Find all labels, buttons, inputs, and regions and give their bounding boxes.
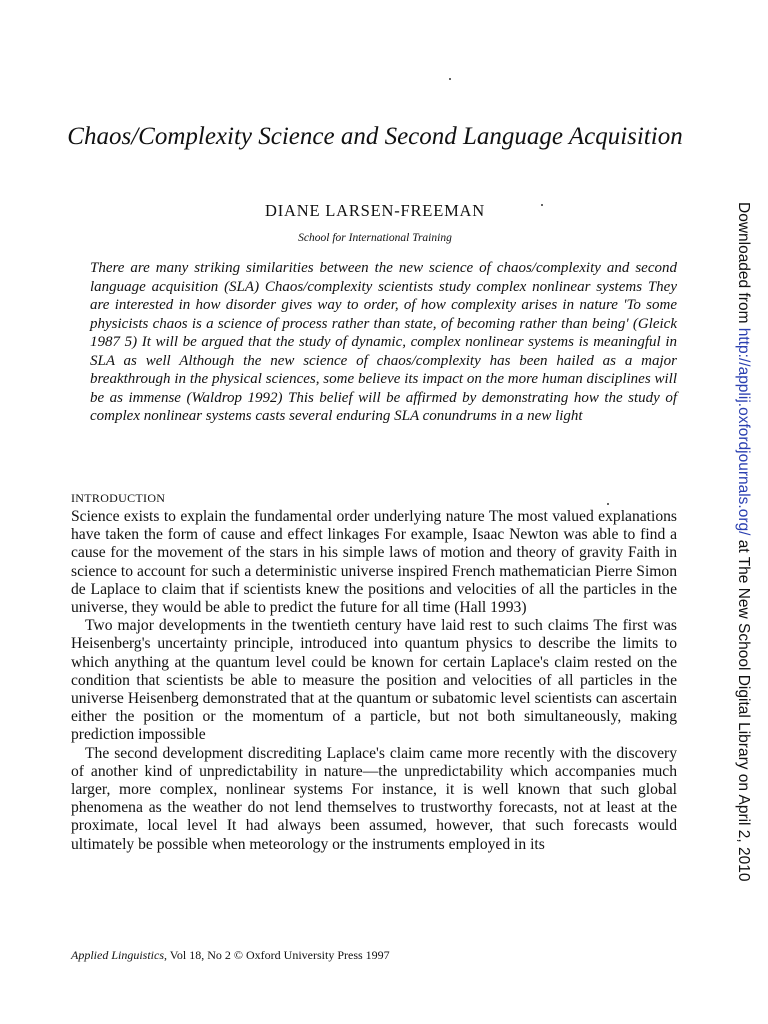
body-paragraph: Science exists to explain the fundamental order underlying nature The most valued explanations have taken the form of cause and effect linkages For example, Isaac Newton was able to find a cause for the movement of the stars in his simple laws of motion and theory of gravity Faith in science to account for such a deterministic universe inspired French mathematician Pierre Simon de Laplace to claim that if scientists knew the positions and velocities of all the particles in the universe, they would be able to predict the future for all time (Hall 1993) [71, 508, 677, 617]
body-paragraph: The second development discrediting Laplace's claim came more recently with the discovery of another kind of unpredictability in nature—the unpredictability which accompanies much larger, more complex, nonlinear systems For instance, it is well known that such global phenomena as the weather do not lend themselves to trustworthy forecasts, not at least at the proximate, local level It had always been assumed, however, that such forecasts would ultimately be possible when meteorology or the instruments employed in its [71, 744, 677, 853]
journal-citation: , Vol 18, No 2 © Oxford University Press 1997 [164, 948, 390, 962]
download-suffix: at The New School Digital Library on April 2, 2010 [735, 535, 752, 882]
journal-footer [71, 948, 390, 963]
scan-speck [607, 503, 609, 505]
author-name: DIANE LARSEN-FREEMAN [265, 201, 485, 220]
section-heading: INTRODUCTION [71, 491, 166, 505]
scan-speck [449, 78, 451, 80]
download-link[interactable]: http://applij.oxfordjournals.org/ [735, 327, 752, 536]
journal-name: Applied Linguistics [71, 948, 164, 962]
author-affiliation: School for International Training [298, 232, 452, 244]
download-notice [732, 202, 752, 882]
article-title: Chaos/Complexity Science and Second Language Acquisition [67, 123, 683, 150]
body-paragraph: Two major developments in the twentieth century have laid rest to such claims The first was Heisenberg's uncertainty principle, introduced into quantum physics to describe the limits to which anything at the quantum level could be known for certain Laplace's claim rested on the condition that scientists be able to measure the position and velocities of all particles in the universe Heisenberg demonstrated that at the quantum or subatomic level scientists can ascertain either the position or the momentum of a particle, but not both simultaneously, making prediction impossible [71, 617, 677, 744]
download-prefix: Downloaded from [735, 202, 752, 328]
article-body [71, 508, 677, 854]
abstract: There are many striking similarities between the new science of chaos/complexity and second language acquisition (SLA) Chaos/complexity scientists study complex nonlinear systems They are interested in how disorder gives way to order, of how complexity arises in nature 'To some physicists chaos is a science of process rather than state, of becoming rather than being' (Gleick 1987 5) It will be argued that the study of dynamic, complex nonlinear systems is meaningful in SLA as well Although the new science of chaos/complexity has been hailed as a major breakthrough in the physical sciences, some believe its impact on the more human disciplines will be as immense (Waldrop 1992) This belief will be affirmed by demonstrating how the study of complex nonlinear systems casts several enduring SLA conundrums in a new light [90, 260, 677, 424]
